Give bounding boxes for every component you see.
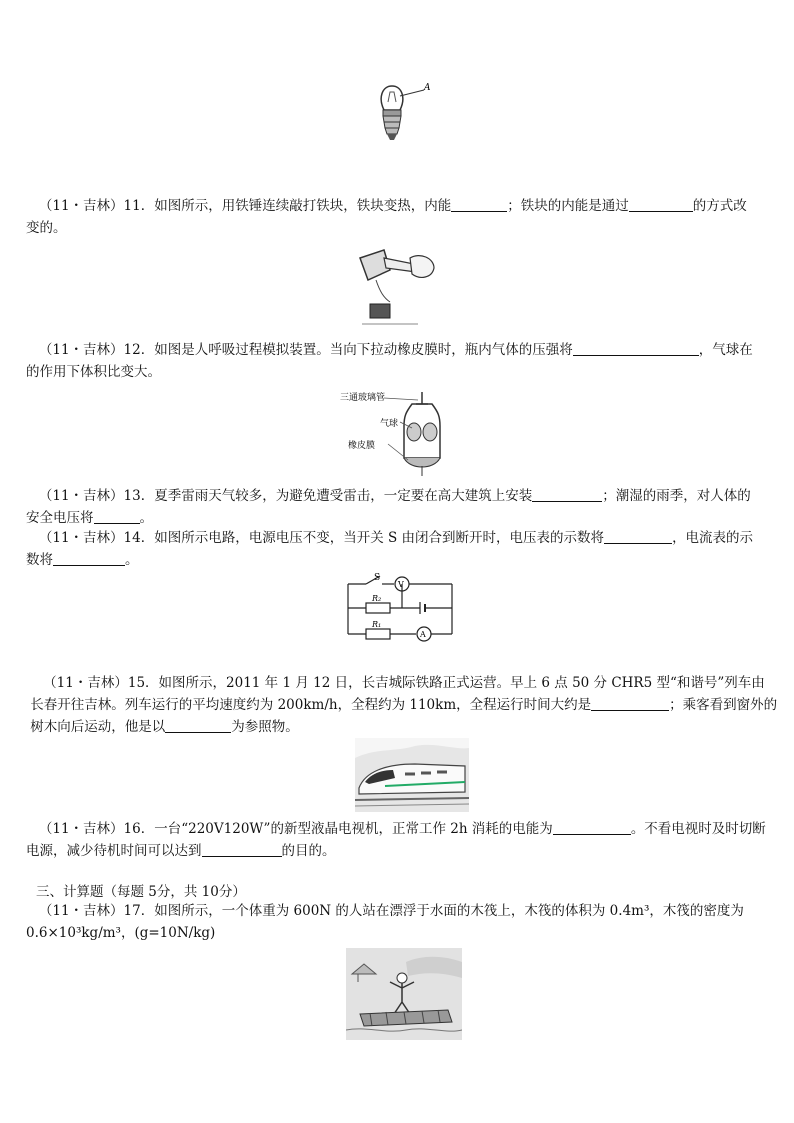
answer-blank[interactable]: [604, 529, 672, 544]
section-title: 三、计算题（每题 5分，共 10分）: [36, 884, 246, 900]
question-12: （11・吉林）12．如图是人呼吸过程模拟装置。当向下拉动橡皮膜时，瓶内气体的压强将 ，气球在 的作用下体积比变大。: [26, 342, 753, 380]
label-s: S: [374, 573, 381, 583]
figure-raft: [346, 948, 462, 1040]
answer-blank[interactable]: [53, 551, 125, 566]
figure-hammer: [354, 240, 440, 332]
question-16: （11・吉林）16．一台“220V120W”的新型液晶电视机，正常工作 2h 消耗的电能为 。不看电视时及时切断 电源，减少待机时间可以达到 的目的。: [26, 821, 766, 859]
question-13: （11・吉林）13．夏季雷雨天气较多，为避免遭受雷击，一定要在高大建筑上安装 ；潮湿的雨季，对人体的 安全电压将 。: [26, 488, 751, 526]
question-15: （11・吉林）15．如图所示，2011 年 1 月 12 日，长吉城际铁路正式运营。早上 6 点 50 分 CHR5 型“和谐号”列车由 长春开往吉林。列车运行的平均速度约为 200km/h，全程约为 110km，全程运行时间大约是 ；乘客看到窗外的 树木向后运动，他是以 为参照物。: [30, 675, 778, 735]
label-v: V: [398, 580, 404, 589]
answer-blank[interactable]: [573, 341, 699, 356]
answer-blank[interactable]: [591, 696, 669, 711]
answer-blank[interactable]: [629, 197, 693, 212]
answer-blank[interactable]: [202, 842, 282, 857]
label-r1: R₁: [372, 620, 382, 629]
figure-light-bulb: [366, 80, 436, 166]
question-17: （11・吉林）17．如图所示，一个体重为 600N 的人站在漂浮于水面的木筏上，木筏的体积为 0.4m³，木筏的密度为 0.6×10³kg/m³，(g=10N/kg): [26, 903, 744, 941]
answer-blank[interactable]: [165, 718, 231, 733]
answer-blank[interactable]: [532, 487, 602, 502]
figure-breathing-model: [340, 386, 458, 480]
question-11: （11・吉林）11．如图所示，用铁锤连续敲打铁块，铁块变热，内能 ；铁块的内能是通过 的方式改 变的。: [26, 198, 747, 236]
figure-train: [355, 738, 469, 812]
answer-blank[interactable]: [451, 197, 507, 212]
answer-blank[interactable]: [94, 509, 140, 524]
label-ammeter: A: [420, 630, 426, 639]
question-14: （11・吉林）14．如图所示电路，电源电压不变，当开关 S 由闭合到断开时，电压表的示数将 ，电流表的示 数将 。: [26, 530, 754, 568]
figure-circuit: [344, 572, 458, 642]
label-balloon: 气球: [380, 419, 399, 429]
label-tube: 三通玻璃管: [340, 393, 386, 403]
label-r2: R₂: [372, 594, 382, 603]
label-a: A: [424, 83, 431, 93]
answer-blank[interactable]: [553, 820, 631, 835]
label-membrane: 橡皮膜: [348, 441, 376, 451]
